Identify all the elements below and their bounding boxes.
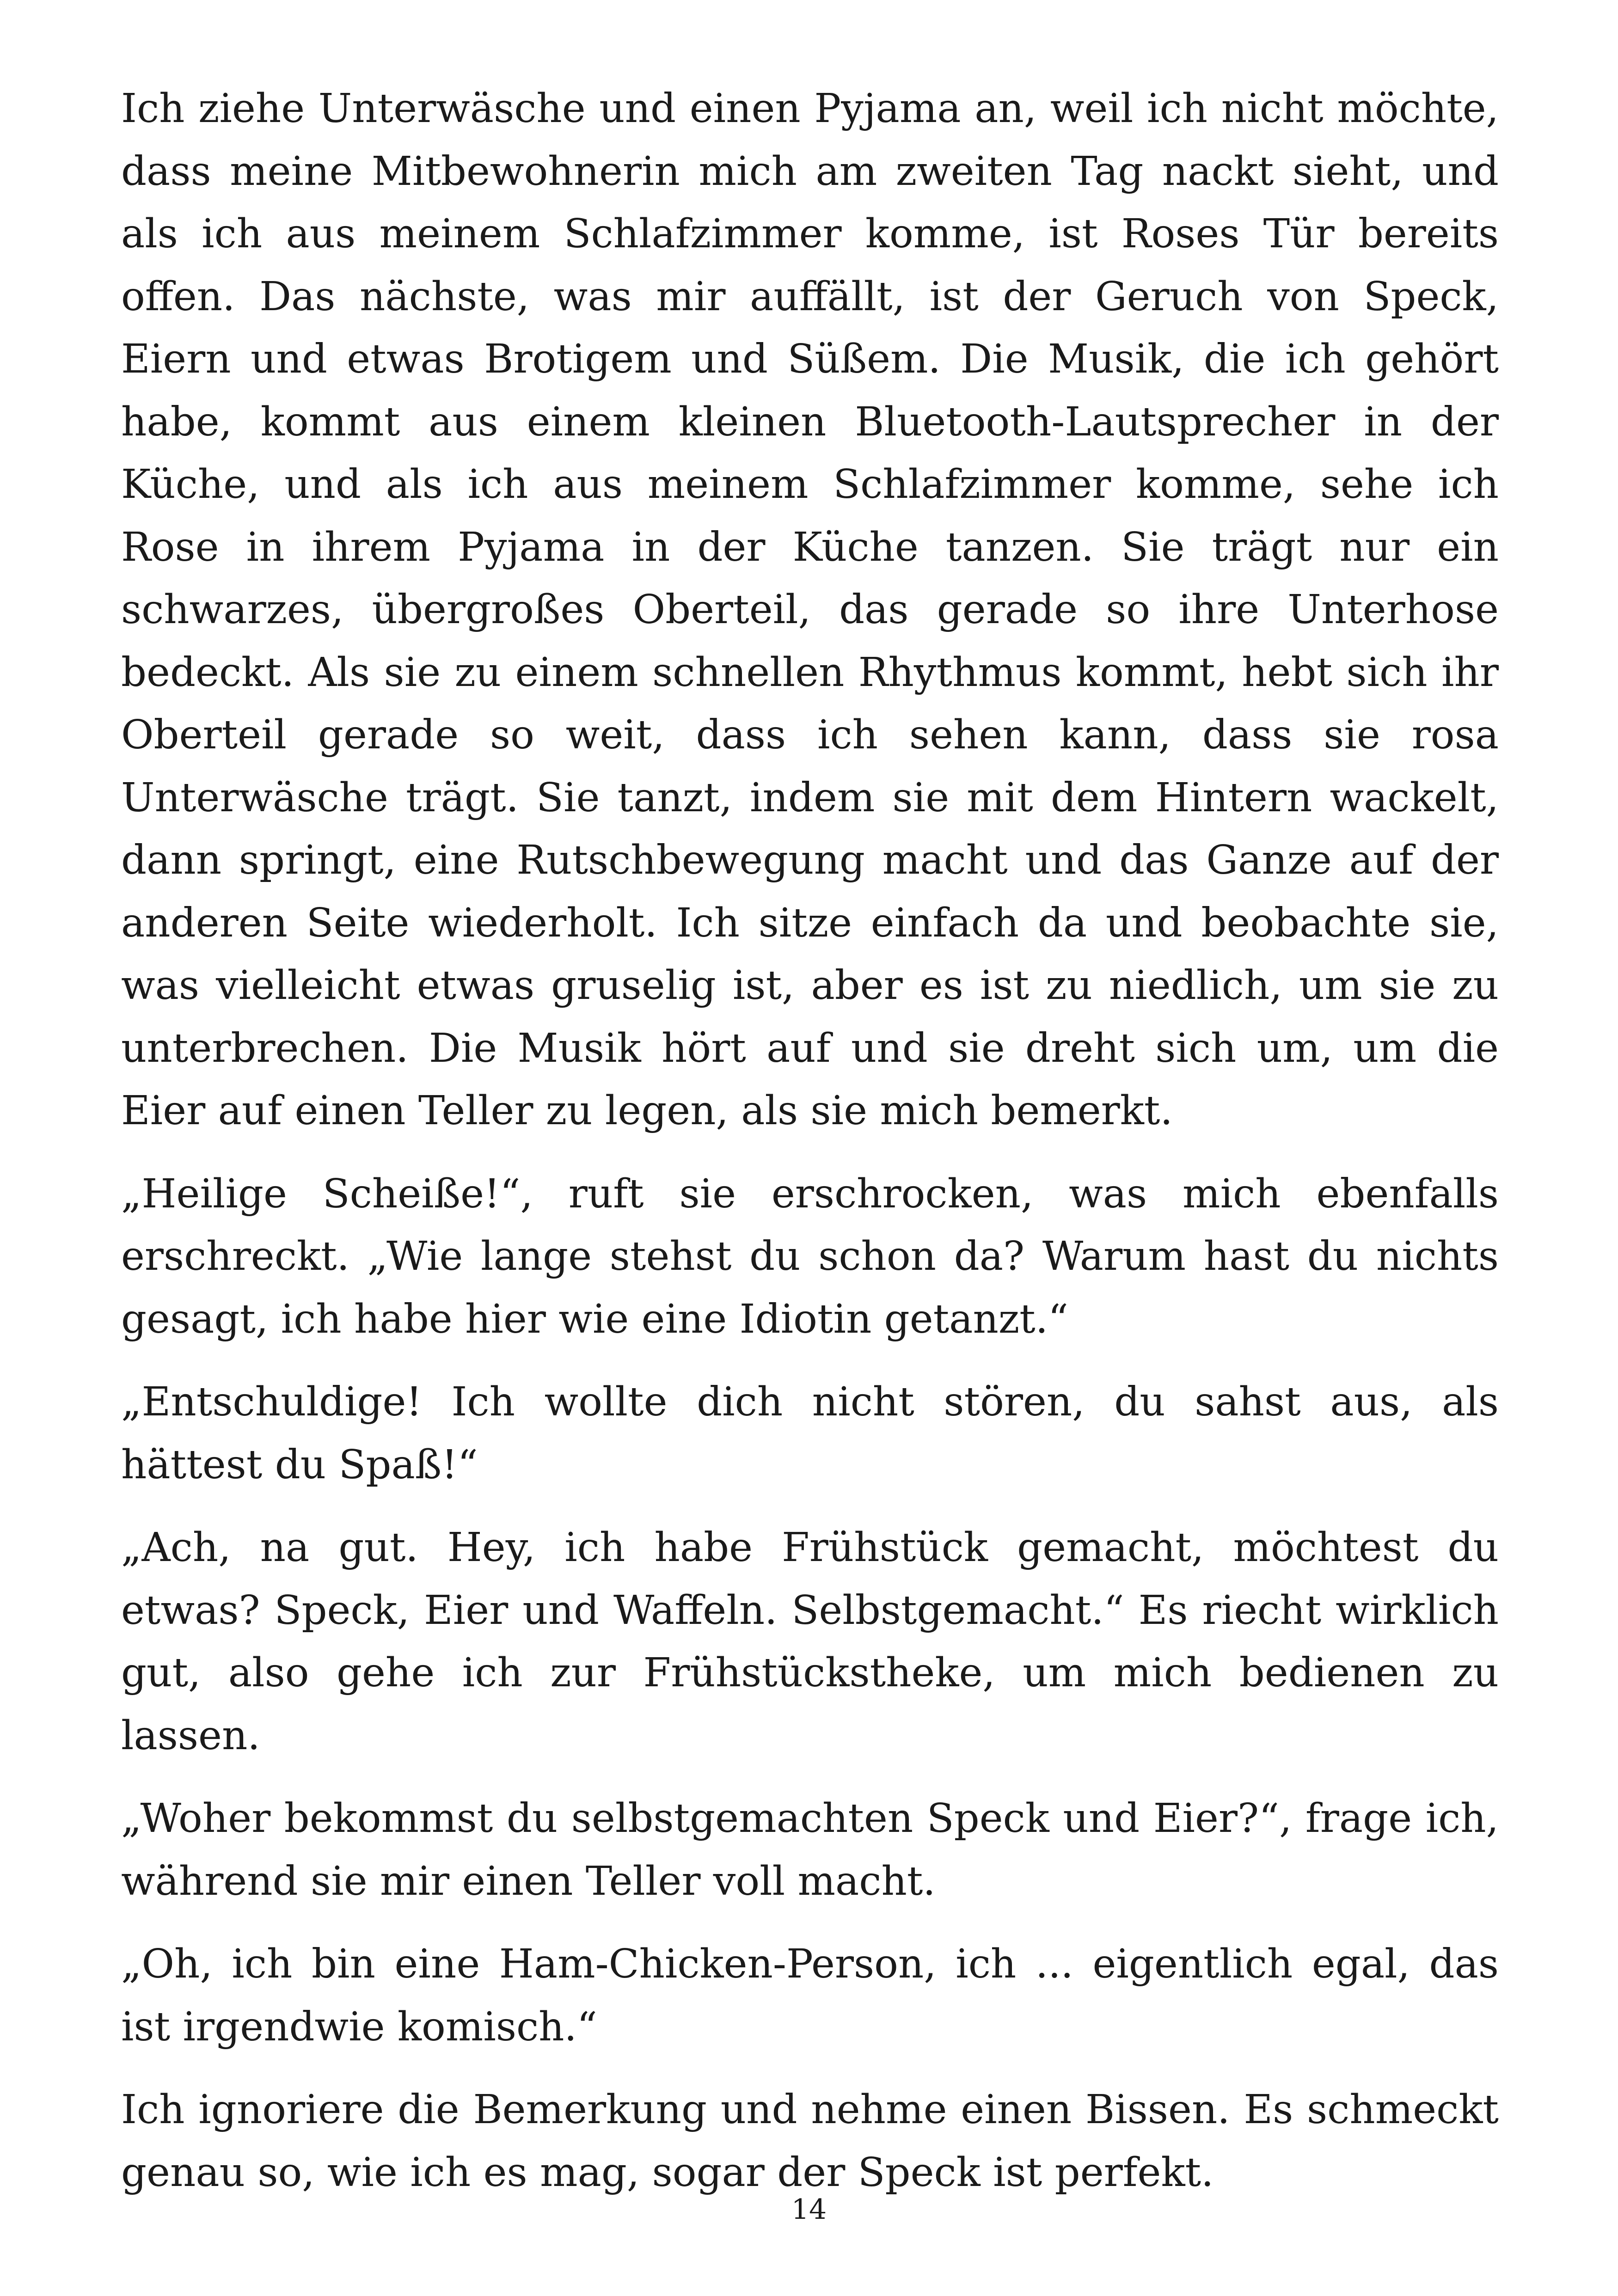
paragraph-7: Ich ignoriere die Bemerkung und nehme einen Bissen. Es schmeckt genau so, wie ich es mag, sogar der Speck ist perfekt. <box>121 2087 1499 2196</box>
body-text <box>121 78 1499 2224</box>
paragraph-5: „Woher bekommst du selbstgemachten Speck und Eier?“, frage ich, während sie mir einen Teller voll macht. <box>121 1795 1499 1904</box>
page-number: 14 <box>791 2193 827 2226</box>
paragraph-2: „Heilige Scheiße!“, ruft sie erschrocken, was mich ebenfalls erschreckt. „Wie lange stehst du schon da? Warum hast du nichts gesagt, ich habe hier wie eine Idiotin getanzt.“ <box>121 1170 1499 1342</box>
paragraph-1: Ich ziehe Unterwäsche und einen Pyjama an, weil ich nicht möchte, dass meine Mitbewohnerin mich am zweiten Tag nackt sieht, und als ich aus meinem Schlafzimmer komme, ist Roses Tür bereits offen. Das nächste, was mir auffällt, ist der Geruch von Speck, Eiern und etwas Brotigem und Süßem. Die Musik, die ich gehört habe, kommt aus einem kleinen Bluetooth-Lautsprecher in der Küche, und als ich aus meinem Schlafzimmer komme, sehe ich Rose in ihrem Pyjama in der Küche tanzen. Sie trägt nur ein schwarzes, übergroßes Oberteil, das gerade so ihre Unterhose bedeckt. Als sie zu einem schnellen Rhythmus kommt, hebt sich ihr Oberteil gerade so weit, dass ich sehen kann, dass sie rosa Unterwäsche trägt. Sie tanzt, indem sie mit dem Hintern wackelt, dann springt, eine Rutschbewegung macht und das Ganze auf der anderen Seite wiederholt. Ich sitze einfach da und beobachte sie, was vielleicht etwas gruselig ist, aber es ist zu niedlich, um sie zu unterbrechen. Die Musik hört auf und sie dreht sich um, um die Eier auf einen Teller zu legen, als sie mich bemerkt. <box>121 86 1499 1134</box>
paragraph-6: „Oh, ich bin eine Ham-Chicken-Person, ich ... eigentlich egal, das ist irgendwie komisch.“ <box>121 1941 1499 2050</box>
paragraph-3: „Entschuldige! Ich wollte dich nicht stören, du sahst aus, als hättest du Spaß!“ <box>121 1379 1499 1488</box>
paragraph-4: „Ach, na gut. Hey, ich habe Frühstück gemacht, möchtest du etwas? Speck, Eier und Waffeln. Selbstgemacht.“ Es riecht wirklich gut, also gehe ich zur Frühstückstheke, um mich bedienen zu lassen. <box>121 1525 1499 1759</box>
